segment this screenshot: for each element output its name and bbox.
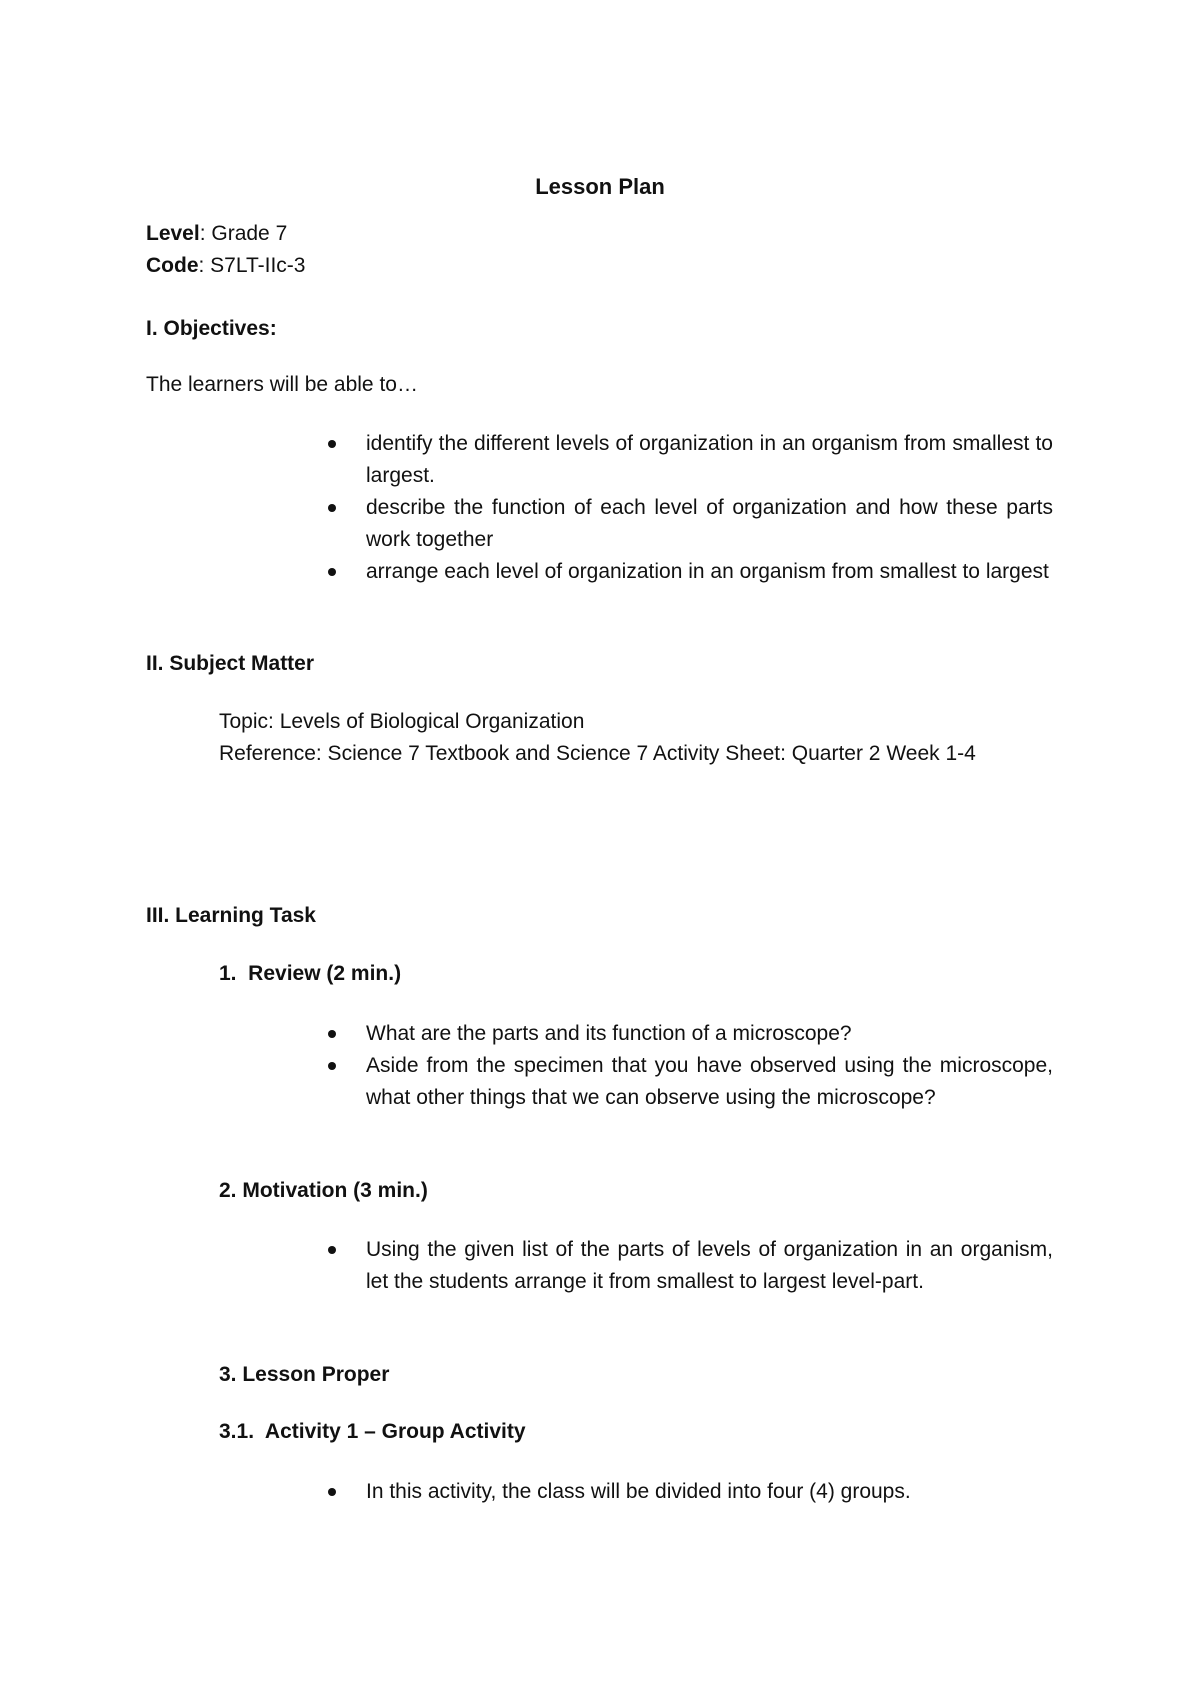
bullet-icon — [328, 504, 336, 512]
bullet-icon — [328, 1488, 336, 1496]
document-title: Lesson Plan — [535, 174, 665, 199]
activity1-list — [320, 1476, 1053, 1508]
meta-code-value: : S7LT-IIc-3 — [198, 254, 306, 277]
subject-topic: Topic: Levels of Biological Organization — [219, 710, 585, 733]
list-item: What are the parts and its function of a microscope? — [366, 1018, 1053, 1050]
lesson-proper-heading: 3. Lesson Proper — [219, 1363, 390, 1386]
list-item: Using the given list of the parts of levels of organization in an organism, let the students arrange it from smallest to largest level-part. — [366, 1234, 1053, 1298]
list-item: arrange each level of organization in an organism from smallest to largest — [366, 556, 1053, 588]
bullet-icon — [328, 1030, 336, 1038]
review-list — [320, 1018, 1053, 1114]
list-item: describe the function of each level of organization and how these parts work together — [366, 492, 1053, 556]
subject-matter-heading: II. Subject Matter — [146, 652, 315, 675]
motivation-list — [320, 1234, 1053, 1298]
bullet-icon — [328, 1246, 336, 1254]
objectives-heading: I. Objectives: — [146, 317, 277, 340]
meta-code — [146, 254, 305, 278]
motivation-heading: 2. Motivation (3 min.) — [219, 1179, 428, 1202]
objectives-list — [320, 428, 1053, 588]
bullet-icon — [328, 440, 336, 448]
activity1-heading: 3.1. Activity 1 – Group Activity — [219, 1420, 526, 1443]
meta-level — [146, 222, 287, 246]
objectives-intro: The learners will be able to… — [146, 373, 418, 396]
meta-level-label: Level — [146, 222, 200, 245]
meta-code-label: Code — [146, 254, 199, 277]
list-item: Aside from the specimen that you have observed using the microscope, what other things that we can observe using the microscope? — [366, 1050, 1053, 1114]
bullet-icon — [328, 1062, 336, 1070]
subject-reference: Reference: Science 7 Textbook and Science 7 Activity Sheet: Quarter 2 Week 1-4 — [219, 742, 976, 765]
meta-level-value: : Grade 7 — [199, 222, 288, 245]
list-item: identify the different levels of organization in an organism from smallest to largest. — [366, 428, 1053, 492]
bullet-icon — [328, 568, 336, 576]
list-item: In this activity, the class will be divided into four (4) groups. — [366, 1476, 1053, 1508]
review-heading: 1. Review (2 min.) — [219, 962, 402, 985]
learning-task-heading: III. Learning Task — [146, 904, 316, 927]
